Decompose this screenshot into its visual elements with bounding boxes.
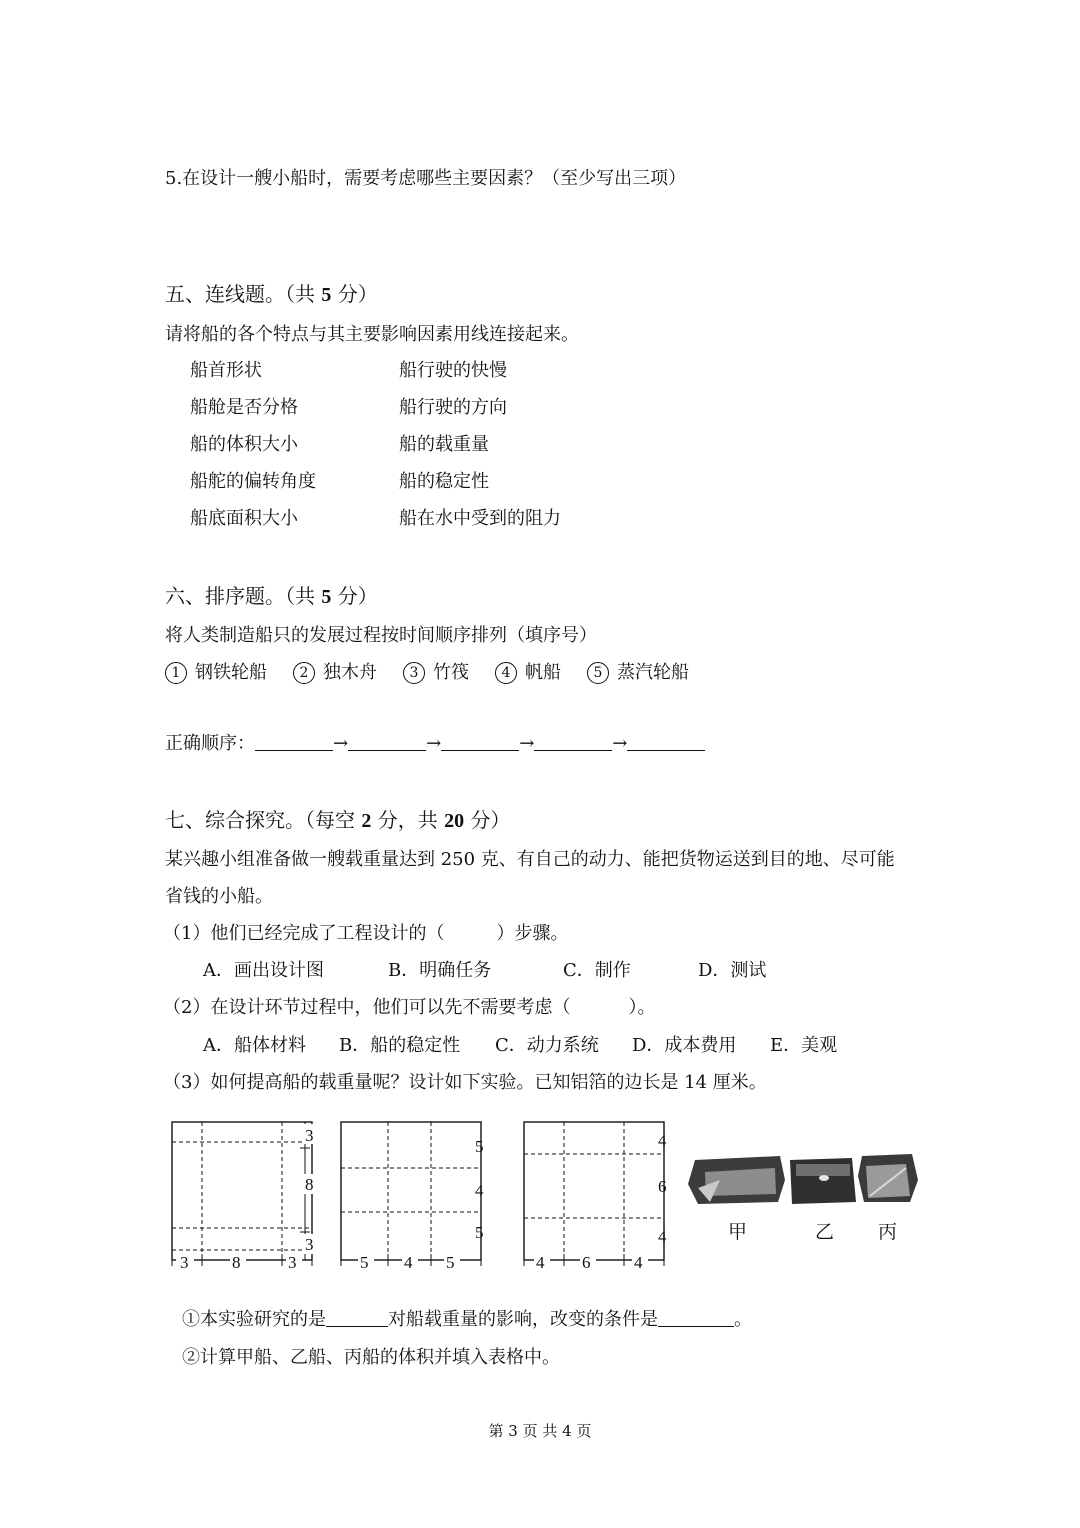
question-7-3: （3）如何提高船的载重量呢？设计如下实验。已知铝箔的边长是 14 厘米。: [163, 1072, 767, 1093]
match-left-1[interactable]: 船首形状: [190, 360, 262, 381]
d2-side-label-1: 5: [475, 1137, 484, 1156]
q1-option-b[interactable]: B．明确任务: [388, 960, 492, 981]
order-blank-1[interactable]: [255, 732, 333, 751]
order-blank-4[interactable]: [534, 732, 612, 751]
section-5-heading: [165, 278, 378, 307]
order-blank-3[interactable]: [441, 732, 519, 751]
foil-diagram-2: [341, 1122, 481, 1266]
section-5-title: 五、连线题。（共: [165, 282, 315, 306]
order-label: 正确顺序：: [165, 733, 255, 754]
d2-bottom-label-3: 5: [446, 1253, 455, 1272]
sub-question-2: ②计算甲船、乙船、丙船的体积并填入表格中。: [182, 1347, 560, 1368]
section-6-unit: 分）: [337, 584, 378, 608]
d1-side-label-2: 8: [305, 1175, 314, 1194]
q1-options: [203, 956, 766, 982]
d1-bottom-label-1: 3: [180, 1253, 189, 1272]
boat-label-yi: 乙: [815, 1222, 835, 1243]
d3-bottom-label-2: 6: [582, 1253, 591, 1272]
arrow: →: [333, 733, 349, 754]
section-6-heading: [165, 580, 378, 609]
d1-side-label-3: 3: [305, 1235, 314, 1254]
d3-side-label-3: 4: [658, 1227, 667, 1246]
d2-bottom-label-1: 5: [360, 1253, 369, 1272]
section-6-instruction: 将人类制造船只的发展过程按时间顺序排列（填序号）: [165, 625, 597, 646]
circle-number-2: 2: [293, 662, 315, 684]
sort-item-3: 3 竹筏: [403, 662, 469, 683]
d3-bottom-label-1: 4: [536, 1253, 545, 1272]
match-right-1[interactable]: 船行驶的快慢: [399, 360, 507, 381]
match-right-2[interactable]: 船行驶的方向: [399, 397, 507, 418]
sort-item-4: 4 帆船: [495, 662, 561, 683]
order-blank-2[interactable]: [348, 732, 426, 751]
section-7-score-each: 2: [361, 810, 372, 832]
sort-items: [165, 658, 715, 684]
section-7-heading: 七、综合探究。（每空 2 分，共 20 分）: [165, 808, 511, 832]
match-left-4[interactable]: 船舵的偏转角度: [190, 471, 316, 492]
q2-option-b[interactable]: B．船的稳定性: [339, 1035, 461, 1056]
circle-number-1: 1: [165, 662, 187, 684]
arrow: →: [426, 733, 442, 754]
arrow: →: [612, 733, 628, 754]
section-5-instruction: 请将船的各个特点与其主要影响因素用线连接起来。: [165, 324, 579, 345]
foil-diagram-1: [172, 1122, 312, 1266]
question-5: 5.在设计一艘小船时，需要考虑哪些主要因素？（至少写出三项）: [165, 168, 687, 189]
circle-number-5: 5: [587, 662, 609, 684]
match-left-3[interactable]: 船的体积大小: [190, 434, 298, 455]
q2-options: [203, 1031, 837, 1057]
match-left-2[interactable]: 船舱是否分格: [190, 397, 298, 418]
question-7-2: （2）在设计环节过程中，他们可以先不需要考虑（ ）。: [163, 997, 656, 1018]
circle-number-3: 3: [403, 662, 425, 684]
d2-bottom-label-2: 4: [404, 1253, 413, 1272]
d3-bottom-label-3: 4: [634, 1253, 643, 1272]
boat-yi-image: [790, 1158, 856, 1204]
answer-blank-condition[interactable]: [658, 1308, 734, 1327]
foil-diagram-3: [524, 1122, 664, 1266]
boat-label-bing: 丙: [878, 1222, 898, 1243]
sort-item-5: 5 蒸汽轮船: [587, 662, 689, 683]
q2-option-d[interactable]: D．成本费用: [632, 1035, 737, 1056]
sort-item-2: 2 独木舟: [293, 662, 377, 683]
match-right-5[interactable]: 船在水中受到的阻力: [399, 508, 561, 529]
foil-diagrams: [150, 1110, 940, 1280]
section-7-score-total: 20: [444, 810, 465, 832]
question-7-1: （1）他们已经完成了工程设计的（ ）步骤。: [163, 923, 569, 944]
boat-jia-image: [688, 1156, 785, 1204]
q1-option-d[interactable]: D．测试: [698, 960, 767, 981]
q2-option-c[interactable]: C．动力系统: [495, 1035, 599, 1056]
sort-item-1: 1 钢铁轮船: [165, 662, 267, 683]
section-6-title: 六、排序题。（共: [165, 584, 315, 608]
page-footer: 第 3 页 共 4 页: [488, 1422, 592, 1440]
circle-number-4: 4: [495, 662, 517, 684]
order-answer-line: [165, 729, 705, 755]
d3-side-label-1: 4: [658, 1131, 667, 1150]
d2-side-label-2: 4: [475, 1181, 484, 1200]
sub-question-1: ①本实验研究的是 对船载重量的影响，改变的条件是 。: [182, 1309, 752, 1330]
section-5-unit: 分）: [337, 282, 378, 306]
match-left-5[interactable]: 船底面积大小: [190, 508, 298, 529]
answer-blank-variable[interactable]: [326, 1308, 388, 1327]
q1-option-a[interactable]: A．画出设计图: [203, 960, 324, 981]
q1-option-c[interactable]: C．制作: [563, 960, 631, 981]
boat-label-jia: 甲: [728, 1222, 748, 1243]
d1-side-label-1: 3: [305, 1126, 314, 1145]
d2-side-label-3: 5: [475, 1223, 484, 1242]
boat-bing-image: [858, 1154, 918, 1202]
arrow: →: [519, 733, 535, 754]
section-5-score: 5: [321, 284, 332, 306]
order-blank-5[interactable]: [627, 732, 705, 751]
q2-option-e[interactable]: E．美观: [770, 1035, 838, 1056]
match-right-3[interactable]: 船的载重量: [399, 434, 489, 455]
section-7-intro-2: 省钱的小船。: [165, 886, 273, 907]
match-right-4[interactable]: 船的稳定性: [399, 471, 489, 492]
q2-option-a[interactable]: A．船体材料: [203, 1035, 306, 1056]
d1-bottom-label-2: 8: [232, 1253, 241, 1272]
section-7-intro-1: 某兴趣小组准备做一艘载重量达到 250 克、有自己的动力、能把货物运送到目的地、尽可能: [165, 849, 895, 870]
d3-side-label-2: 6: [658, 1177, 667, 1196]
d1-bottom-label-3: 3: [288, 1253, 297, 1272]
section-6-score: 5: [321, 586, 332, 608]
